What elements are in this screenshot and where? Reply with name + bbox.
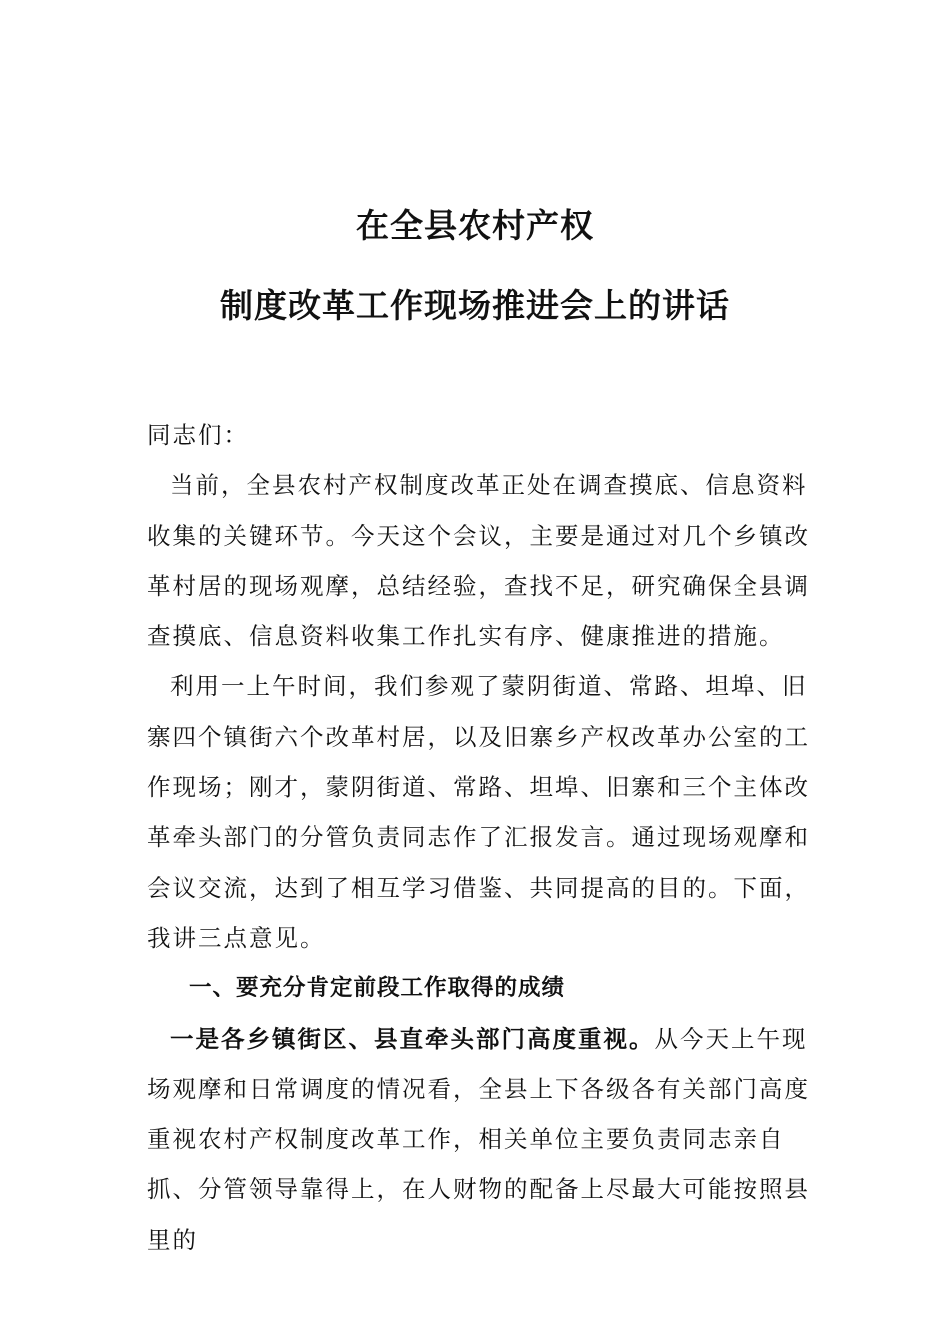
document-title-line-2: 制度改革工作现场推进会上的讲话 bbox=[220, 286, 730, 325]
paragraph-1: 当前，全县农村产权制度改革正处在调查摸底、信息资料收集的关键环节。今天这个会议，主要是通过对几个乡镇改革村居的现场观摩，总结经验，查找不足，研究确保全县调查摸底、信息资料收集工作扎实有序、健康推进的措施。 bbox=[147, 471, 810, 651]
document-body bbox=[147, 410, 827, 1265]
document-title-line-1: 在全县农村产权 bbox=[356, 206, 594, 245]
paragraph-2: 利用一上午时间，我们参观了蒙阴街道、常路、坦埠、旧寨四个镇街六个改革村居，以及旧寨乡产权改革办公室的工作现场；刚才，蒙阴街道、常路、坦埠、旧寨和三个主体改革牵头部门的分管负责同志作了汇报发言。通过现场观摩和会议交流，达到了相互学习借鉴、共同提高的目的。下面，我讲三点意见。 bbox=[147, 672, 810, 952]
salutation: 同志们： bbox=[147, 421, 249, 449]
section-1-heading: 一、要充分肯定前段工作取得的成绩 bbox=[189, 975, 566, 1002]
paragraph-3 bbox=[147, 1014, 827, 1265]
paragraph-3-rest: 从今天上午现场观摩和日常调度的情况看，全县上下各级各有关部门高度重视农村产权制度改革工作，相关单位主要负责同志亲自抓、分管领导靠得上，在人财物的配备上尽最大可能按照县里的 bbox=[147, 1024, 810, 1254]
paragraph-3-lead: 一是各乡镇街区、县直牵头部门高度重视。 bbox=[170, 1024, 655, 1053]
